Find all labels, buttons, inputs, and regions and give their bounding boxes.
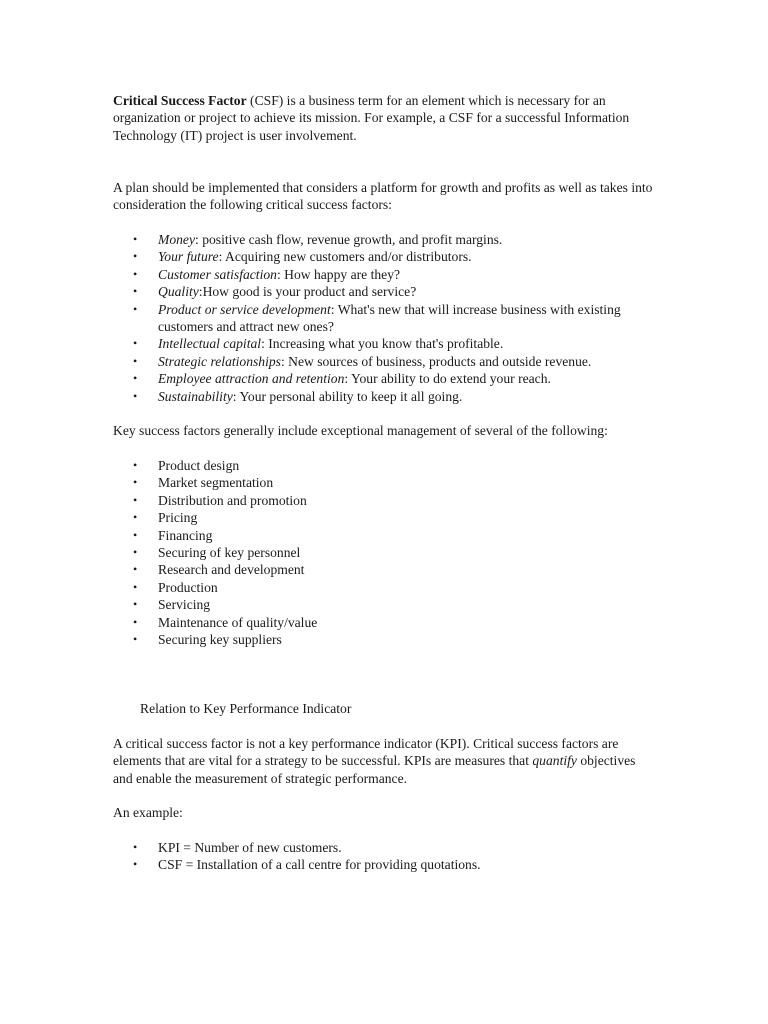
csf-item-text: New sources of business, products and outside revenue.	[288, 353, 592, 369]
csf-item-text: What's new that will increase business with existing customers and attract new ones?	[158, 301, 621, 335]
csf-list-item	[113, 283, 653, 300]
csf-item-separator: :	[276, 266, 285, 282]
bullet-icon: •	[133, 857, 138, 872]
bullet-icon: •	[133, 527, 138, 542]
key-factor-item	[113, 509, 653, 526]
key-factor-item	[113, 457, 653, 474]
kpi-text-before: A critical success factor is not a key performance indicator (KPI). Critical success factors are elements that are vital for a strategy to be successful. KPIs are measures that	[113, 736, 619, 769]
key-factor-item	[113, 596, 653, 613]
csf-list-item	[113, 248, 653, 265]
csf-list	[113, 231, 653, 405]
bullet-icon: •	[133, 579, 138, 594]
csf-item-label: Sustainability	[158, 388, 233, 404]
key-factors-intro: Key success factors generally include exceptional management of several of the following:	[113, 423, 608, 438]
csf-term: Critical Success Factor	[113, 93, 247, 108]
bullet-icon: •	[133, 597, 138, 612]
bullet-icon: •	[133, 336, 138, 351]
csf-item-label: Quality	[158, 284, 199, 300]
csf-item-label: Money	[158, 232, 195, 247]
csf-item-label: Intellectual capital	[158, 336, 262, 352]
bullet-icon: •	[133, 492, 138, 507]
example-list	[113, 839, 653, 874]
bullet-icon: •	[133, 840, 138, 854]
key-factor-item-text: Market segmentation	[158, 475, 274, 491]
kpi-text-after: objectives and enable the measurement of strategic performance.	[113, 753, 636, 786]
csf-item-text: Increasing what you know that's profitable.	[268, 336, 504, 352]
key-factor-item-text: Research and development	[158, 562, 305, 578]
csf-item-label: Product or service development	[158, 301, 331, 317]
csf-item-separator: :	[261, 336, 269, 352]
bullet-icon: •	[133, 353, 138, 368]
bullet-icon: •	[133, 388, 138, 403]
bullet-icon: •	[133, 614, 138, 629]
csf-list-item	[113, 388, 653, 405]
key-factor-item-text: Pricing	[158, 510, 198, 526]
bullet-icon: •	[133, 632, 138, 647]
key-factor-item-text: Servicing	[158, 597, 211, 613]
key-factor-item-text: Securing key suppliers	[158, 632, 282, 648]
kpi-emphasis: quantify	[532, 753, 577, 769]
csf-item-text: How happy are they?	[284, 266, 401, 282]
bullet-icon: •	[133, 371, 138, 386]
key-factor-item	[113, 527, 653, 544]
csf-item-text: positive cash flow, revenue growth, and profit margins.	[202, 232, 503, 247]
key-factor-item	[113, 579, 653, 596]
csf-item-text: How good is your product and service?	[202, 284, 417, 300]
csf-item-separator: :	[344, 371, 352, 387]
key-factor-item	[113, 492, 653, 509]
example-item-text: KPI = Number of new customers.	[158, 840, 342, 855]
bullet-icon: •	[133, 266, 138, 281]
csf-item-separator: :	[198, 284, 203, 300]
example-item-text: CSF = Installation of a call centre for providing quotations.	[158, 857, 481, 873]
bullet-icon: •	[133, 232, 138, 246]
bullet-icon: •	[133, 510, 138, 525]
bullet-icon: •	[133, 301, 138, 316]
bullet-icon: •	[133, 458, 138, 472]
csf-list-item	[113, 353, 653, 370]
key-factor-item	[113, 631, 653, 648]
key-factors-list	[113, 457, 653, 648]
csf-item-text: Your personal ability to keep it all going.	[239, 388, 463, 404]
key-factor-item-text: Production	[158, 579, 218, 595]
csf-item-separator: :	[330, 301, 338, 317]
bullet-icon: •	[133, 545, 138, 560]
example-item	[113, 839, 653, 856]
bullet-icon: •	[133, 562, 138, 577]
intro-paragraph	[113, 92, 658, 144]
key-factor-item-text: Product design	[158, 458, 240, 473]
csf-item-separator: :	[280, 353, 289, 369]
csf-item-label: Customer satisfaction	[158, 266, 277, 282]
csf-item-label: Employee attraction and retention	[158, 371, 345, 387]
bullet-icon: •	[133, 284, 138, 299]
csf-list-item	[113, 266, 653, 283]
bullet-icon: •	[133, 475, 138, 490]
csf-list-item	[113, 231, 653, 248]
csf-list-item	[113, 335, 653, 352]
example-item	[113, 856, 653, 873]
key-factor-item-text: Distribution and promotion	[158, 492, 307, 508]
kpi-paragraph	[113, 735, 658, 787]
key-factor-item	[113, 561, 653, 578]
csf-item-label: Strategic relationships	[158, 353, 281, 369]
intro-text: (CSF) is a business term for an element which is necessary for an organization or project to achieve its mission. For example, a CSF for a successful Information Technology (IT) project is user involvement.	[113, 93, 630, 143]
key-factor-item	[113, 544, 653, 561]
key-factor-item	[113, 474, 653, 491]
key-factor-item-text: Securing of key personnel	[158, 545, 301, 561]
key-factor-item-text: Financing	[158, 527, 213, 543]
csf-item-label: Your future	[158, 249, 219, 265]
kpi-heading: Relation to Key Performance Indicator	[140, 701, 352, 716]
plan-paragraph: A plan should be implemented that considers a platform for growth and profits as well as takes into consideration the following critical success factors:	[113, 180, 653, 213]
csf-list-item	[113, 370, 653, 387]
key-factor-item-text: Maintenance of quality/value	[158, 614, 318, 630]
csf-item-separator: :	[195, 232, 203, 247]
csf-list-item	[113, 301, 653, 336]
example-label: An example:	[113, 805, 183, 820]
csf-item-text: Your ability to do extend your reach.	[351, 371, 551, 387]
csf-item-separator: :	[232, 388, 240, 404]
bullet-icon: •	[133, 249, 138, 264]
csf-item-separator: :	[218, 249, 225, 265]
key-factor-item	[113, 614, 653, 631]
csf-item-text: Acquiring new customers and/or distributors.	[225, 249, 472, 265]
